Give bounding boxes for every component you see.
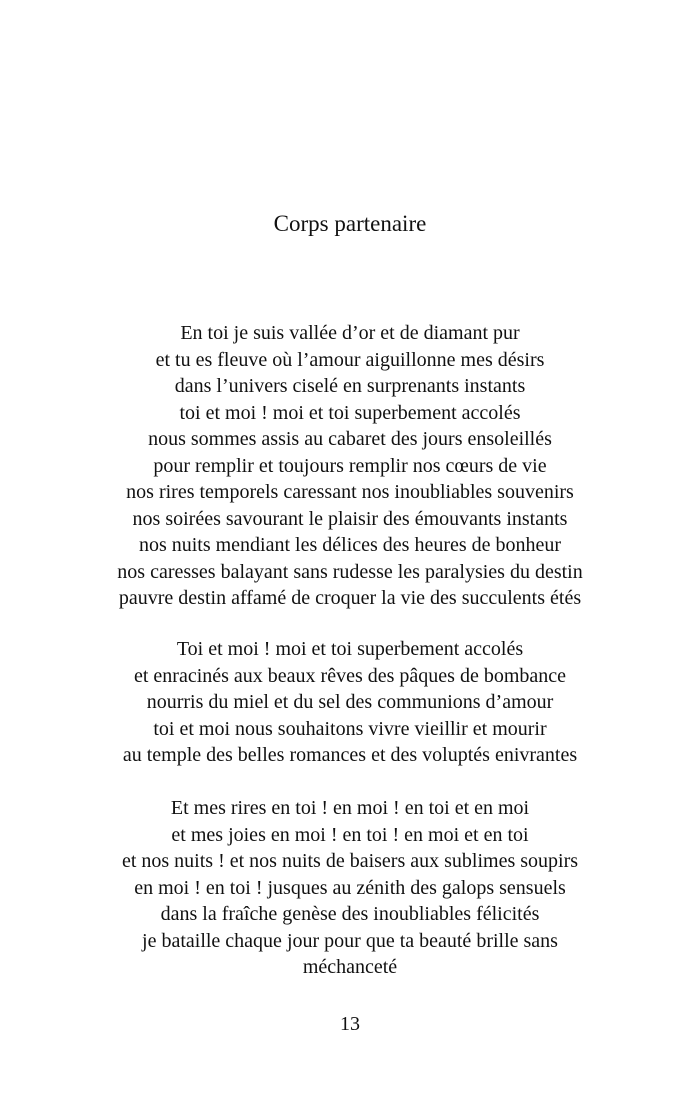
verse-line: et nos nuits ! et nos nuits de baisers aux sublimes soupirs bbox=[121, 850, 579, 872]
page-number: 13 bbox=[340, 1013, 360, 1035]
verse-line: nos rires temporels caressant nos inoubliables souvenirs bbox=[126, 481, 574, 503]
verse-line: méchanceté bbox=[302, 956, 398, 978]
verse-line: Et mes rires en toi ! en moi ! en toi et en moi bbox=[170, 797, 530, 819]
verse-line: toi et moi ! moi et toi superbement accolés bbox=[179, 401, 521, 424]
verse-line: et tu es fleuve où l’amour aiguillonne mes désirs bbox=[155, 348, 545, 371]
stanza-3 bbox=[0, 795, 700, 981]
verse-line: nous sommes assis au cabaret des jours ensoleillés bbox=[148, 428, 552, 450]
verse-line: nourris du miel et du sel des communions d’amour bbox=[146, 691, 554, 713]
stanza-1 bbox=[0, 320, 700, 612]
verse-line: nos caresses balayant sans rudesse les paralysies du destin bbox=[117, 560, 583, 583]
verse-line: pauvre destin affamé de croquer la vie des succulents étés bbox=[118, 587, 582, 609]
poem-title: Corps partenaire bbox=[273, 211, 427, 236]
verse-line: et mes joies en moi ! en toi ! en moi et en toi bbox=[171, 823, 529, 846]
verse-line: dans l’univers ciselé en surprenants instants bbox=[174, 375, 526, 397]
verse-line: nos nuits mendiant les délices des heures de bonheur bbox=[138, 534, 562, 556]
stanza-2 bbox=[0, 636, 700, 769]
verse-line: nos soirées savourant le plaisir des émouvants instants bbox=[132, 507, 568, 530]
verse-line: en moi ! en toi ! jusques au zénith des galops sensuels bbox=[134, 876, 566, 899]
verse-line: toi et moi nous souhaitons vivre vieillir et mourir bbox=[153, 717, 547, 740]
verse-line: dans la fraîche genèse des inoubliables félicités bbox=[160, 903, 540, 925]
verse-line: En toi je suis vallée d’or et de diamant pur bbox=[180, 322, 520, 344]
verse-line: au temple des belles romances et des voluptés enivrantes bbox=[122, 744, 578, 766]
verse-line: pour remplir et toujours remplir nos cœurs de vie bbox=[153, 454, 547, 477]
verse-line: Toi et moi ! moi et toi superbement accolés bbox=[176, 638, 524, 660]
verse-line: et enracinés aux beaux rêves des pâques de bombance bbox=[133, 664, 567, 687]
verse-line: je bataille chaque jour pour que ta beauté brille sans bbox=[142, 929, 558, 952]
